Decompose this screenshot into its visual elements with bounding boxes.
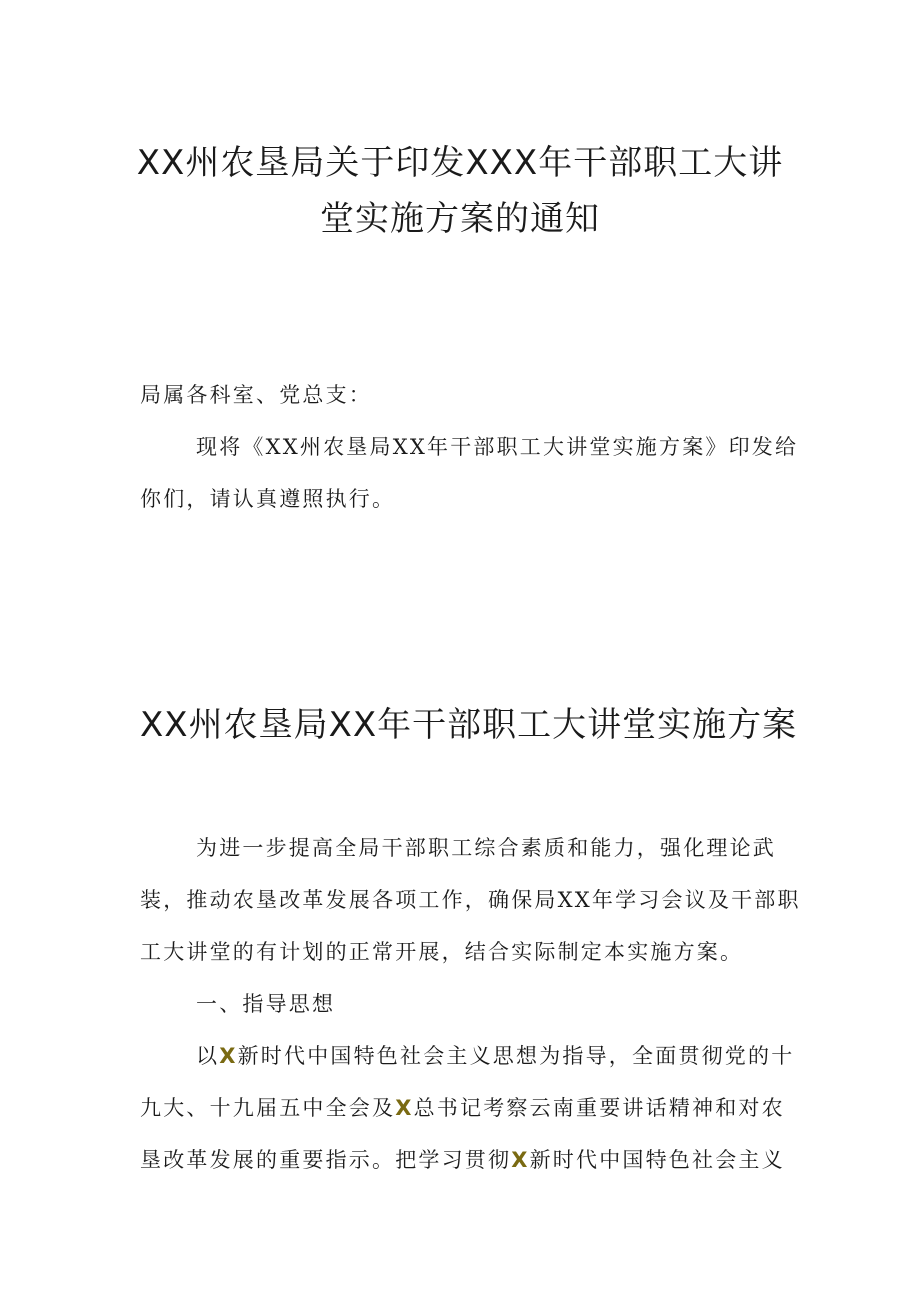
section1-line3 <box>140 1134 790 1186</box>
section1-line1-mark: X <box>219 1044 238 1068</box>
notice-body-line2: 你们，请认真遵照执行。 <box>140 487 396 511</box>
section1-line1 <box>140 1030 795 1082</box>
notice-title-line1: XX州农垦局关于印发XXX年干部职工大讲 <box>136 143 784 183</box>
section1-line2-post: 总书记考察云南重要讲话精神和对农 <box>413 1096 785 1120</box>
section1-line2-mark: X <box>395 1096 414 1120</box>
section1-line1-pre: 以 <box>196 1044 220 1068</box>
section1-line3-post: 新时代中国特色社会主义 <box>529 1148 785 1172</box>
section1-heading: 一、指导思想 <box>196 992 336 1016</box>
section1-line3-mark: X <box>511 1148 530 1172</box>
plan-intro-line2: 装，推动农垦改革发展各项工作，确保局XX年学习会议及干部职 <box>140 888 801 912</box>
section1-line1-post: 新时代中国特色社会主义思想为指导，全面贯彻党的十 <box>237 1044 795 1068</box>
plan-intro-line1: 为进一步提高全局干部职工综合素质和能力，强化理论武 <box>196 836 776 860</box>
notice-salutation: 局属各科室、党总支： <box>140 383 372 407</box>
section1-line2 <box>140 1082 790 1134</box>
section1-line2-pre: 九大、十九届五中全会及 <box>140 1096 396 1120</box>
plan-title: XX州农垦局XX年干部职工大讲堂实施方案 <box>140 705 798 745</box>
notice-body-line1: 现将《XX州农垦局XX年干部职工大讲堂实施方案》印发给 <box>196 435 799 459</box>
plan-body <box>140 822 801 1186</box>
plan-intro-line3: 工大讲堂的有计划的正常开展，结合实际制定本实施方案。 <box>140 940 744 964</box>
section1-line3-pre: 垦改革发展的重要指示。把学习贯彻 <box>140 1148 512 1172</box>
notice-body <box>140 369 799 525</box>
notice-title-line2: 堂实施方案的通知 <box>320 199 600 239</box>
